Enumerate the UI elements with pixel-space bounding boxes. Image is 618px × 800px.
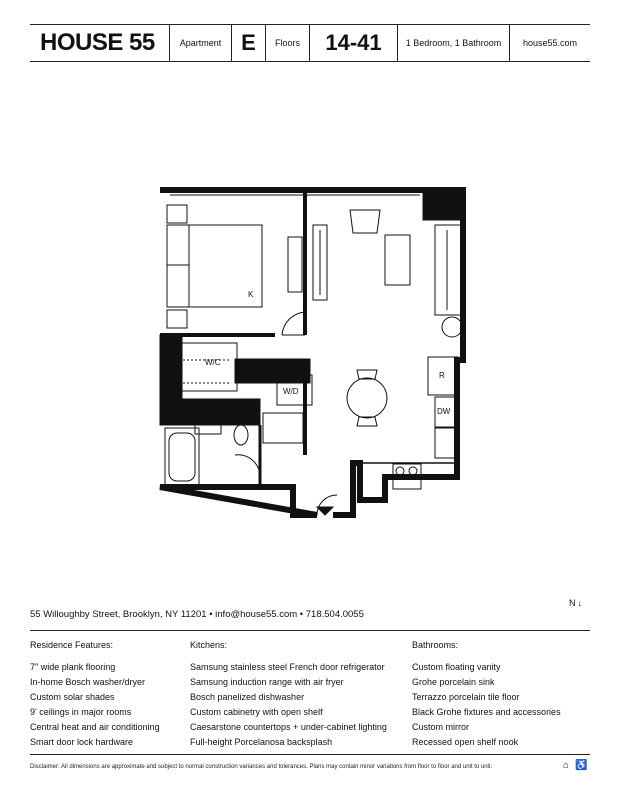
arrow-down-icon: ↓	[577, 598, 582, 608]
list-item: Samsung induction range with air fryer	[190, 677, 344, 687]
address-line: 55 Willoughby Street, Brooklyn, NY 11201 • info@house55.com • 718.504.0055	[30, 609, 364, 620]
accessibility-icon: ♿	[575, 760, 588, 771]
floors-value: 14-41	[310, 25, 398, 61]
list-item: Recessed open shelf nook	[412, 737, 519, 747]
floor-plan	[155, 185, 475, 530]
list-item: Full-height Porcelanosa backsplash	[190, 737, 333, 747]
equal-housing-icon: ⌂	[563, 760, 570, 771]
compliance-logos	[563, 760, 588, 771]
list-item: 9' ceilings in major rooms	[30, 707, 132, 717]
bed-label: K	[248, 290, 254, 299]
column-block	[235, 359, 310, 383]
north-label: N	[569, 598, 576, 608]
divider	[30, 630, 590, 631]
list-item: 7" wide plank flooring	[30, 662, 116, 672]
north-indicator	[569, 598, 582, 608]
list-item: Caesarstone countertops + under-cabinet lighting	[190, 722, 387, 732]
coffee-table	[385, 235, 410, 285]
residence-title: Residence Features:	[30, 640, 114, 650]
list-item: Central heat and air conditioning	[30, 722, 160, 732]
column-block	[160, 399, 260, 425]
fridge-label: R	[439, 371, 445, 380]
unit-type: 1 Bedroom, 1 Bathroom	[398, 25, 510, 61]
apartment-label: Apartment	[170, 25, 232, 61]
kitchens-title: Kitchens:	[190, 640, 228, 650]
list-item: Custom cabinetry with open shelf	[190, 707, 323, 717]
website-link[interactable]: house55.com	[522, 38, 578, 48]
apartment-value: E	[232, 25, 266, 61]
list-item: Custom mirror	[412, 722, 470, 732]
sofa	[435, 225, 463, 315]
list-item: Custom solar shades	[30, 692, 115, 702]
toilet	[234, 425, 248, 445]
bathroom-features	[412, 638, 561, 750]
floors-label: Floors	[266, 25, 310, 61]
dishwasher-label: DW	[437, 407, 451, 416]
list-item: In-home Bosch washer/dryer	[30, 677, 146, 687]
list-item: Smart door lock hardware	[30, 737, 134, 747]
bathrooms-title: Bathrooms:	[412, 640, 459, 650]
list-item: Terrazzo porcelain tile floor	[412, 692, 520, 702]
exterior-wall	[160, 190, 463, 515]
list-item: Bosch panelized dishwasher	[190, 692, 305, 702]
disclaimer: Disclaimer: All dimensions are approximate and subject to normal construction variances and tolerances. Plans may contain minor variations from floor to floor and unit to unit.	[30, 764, 493, 770]
dining-table	[347, 378, 387, 418]
divider	[30, 754, 590, 755]
list-item: Black Grohe fixtures and accessories	[412, 707, 561, 717]
list-item: Grohe porcelain sink	[412, 677, 495, 687]
laundry-label: W/D	[283, 387, 299, 396]
list-item: Custom floating vanity	[412, 662, 501, 672]
list-item: Samsung stainless steel French door refrigerator	[190, 662, 385, 672]
kitchen-features	[190, 638, 387, 750]
header-bar	[30, 24, 590, 62]
residence-features	[30, 638, 160, 750]
brand-logo: HOUSE 55	[30, 25, 170, 61]
column-block	[423, 190, 463, 220]
closet-label: W/C	[205, 358, 221, 367]
